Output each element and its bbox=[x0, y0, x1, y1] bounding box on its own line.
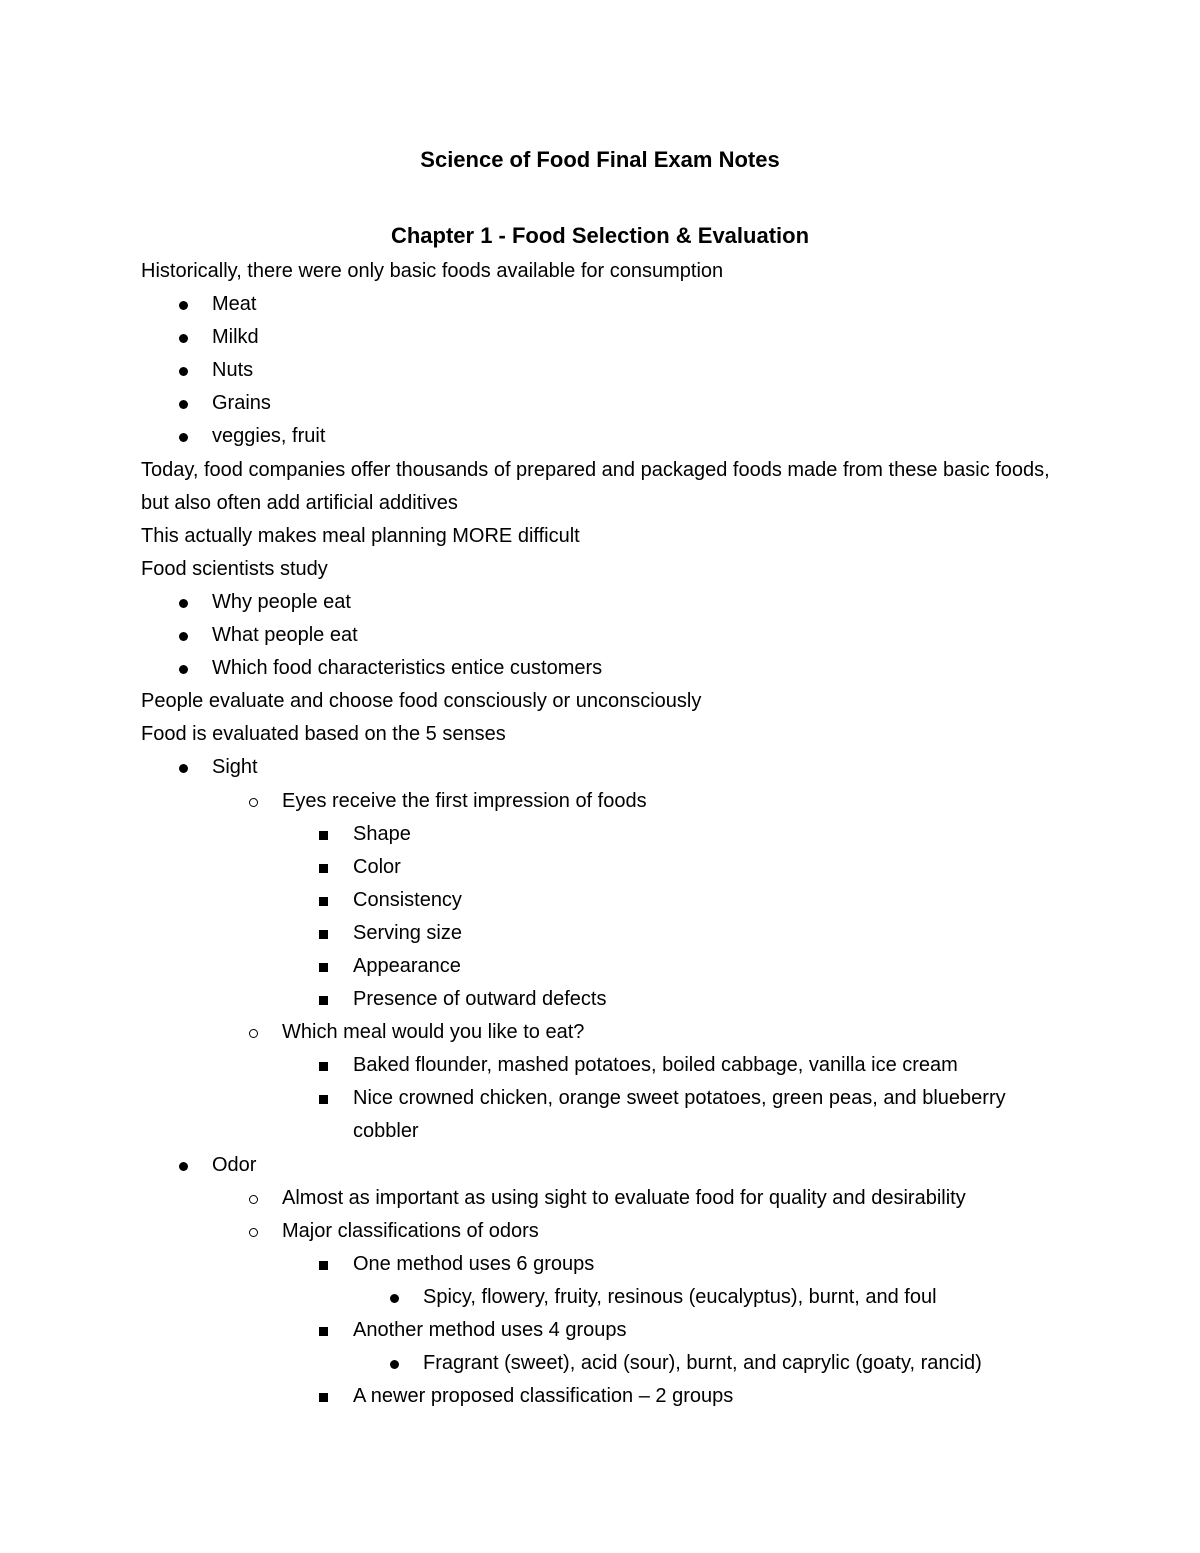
list-item-eyes-detail: Serving size bbox=[353, 921, 462, 944]
paragraph-historically: Historically, there were only basic foods available for consumption bbox=[141, 260, 724, 282]
list-item-meal-option: Nice crowned chicken, orange sweet potatoes, green peas, and blueberry cobbler bbox=[353, 1087, 1006, 1143]
list-item-basic-food: Milkd bbox=[212, 326, 259, 349]
list-item-eyes-detail: Color bbox=[353, 855, 401, 878]
list-item-method-four: Another method uses 4 groups bbox=[353, 1319, 627, 1341]
list-item-basic-food: Nuts bbox=[212, 359, 254, 382]
list-item-odor-importance: Almost as important as using sight to evaluate food for quality and desirability bbox=[282, 1186, 966, 1209]
list-item-basic-food: Meat bbox=[212, 293, 257, 316]
list-item-eyes: Eyes receive the first impression of foods bbox=[282, 789, 647, 812]
list-item-study: What people eat bbox=[212, 624, 358, 647]
list-item-odor-classifications: Major classifications of odors bbox=[282, 1219, 539, 1242]
notes-body bbox=[141, 255, 1066, 1413]
list-item-study: Which food characteristics entice customers bbox=[212, 657, 603, 680]
list-item-which-meal: Which meal would you like to eat? bbox=[282, 1021, 585, 1044]
list-item-eyes-detail: Shape bbox=[353, 822, 411, 845]
list-item-sight: Sight bbox=[212, 756, 258, 779]
list-item-meal-option: Baked flounder, mashed potatoes, boiled cabbage, vanilla ice cream bbox=[353, 1054, 958, 1077]
list-item-eyes-detail: Appearance bbox=[353, 954, 461, 977]
list-item-basic-food: veggies, fruit bbox=[212, 425, 326, 448]
list-item-method-six: One method uses 6 groups bbox=[353, 1252, 595, 1275]
list-item-eyes-detail: Presence of outward defects bbox=[353, 988, 607, 1011]
paragraph-today: Today, food companies offer thousands of prepared and packaged foods made from these basic foods, but also often add artificial additives bbox=[141, 458, 1050, 514]
list-item-method-four-detail: Fragrant (sweet), acid (sour), burnt, and caprylic (goaty, rancid) bbox=[423, 1352, 982, 1375]
paragraph-scientists-study: Food scientists study bbox=[141, 557, 328, 580]
list-item-newer-proposed: A newer proposed classification – 2 groups bbox=[353, 1385, 734, 1408]
paragraph-meal-planning: This actually makes meal planning MORE difficult bbox=[141, 524, 580, 547]
paragraph-five-senses: Food is evaluated based on the 5 senses bbox=[141, 723, 506, 746]
list-item-odor: Odor bbox=[212, 1153, 257, 1176]
paragraph-evaluate-choose: People evaluate and choose food consciously or unconsciously bbox=[141, 690, 702, 713]
list-item-method-six-detail: Spicy, flowery, fruity, resinous (eucalyptus), burnt, and foul bbox=[423, 1285, 937, 1308]
document-title: Science of Food Final Exam Notes bbox=[420, 147, 780, 172]
list-item-eyes-detail: Consistency bbox=[353, 888, 462, 911]
list-item-basic-food: Grains bbox=[212, 392, 271, 415]
chapter-heading: Chapter 1 - Food Selection & Evaluation bbox=[390, 223, 810, 248]
list-item-study: Why people eat bbox=[212, 590, 351, 613]
